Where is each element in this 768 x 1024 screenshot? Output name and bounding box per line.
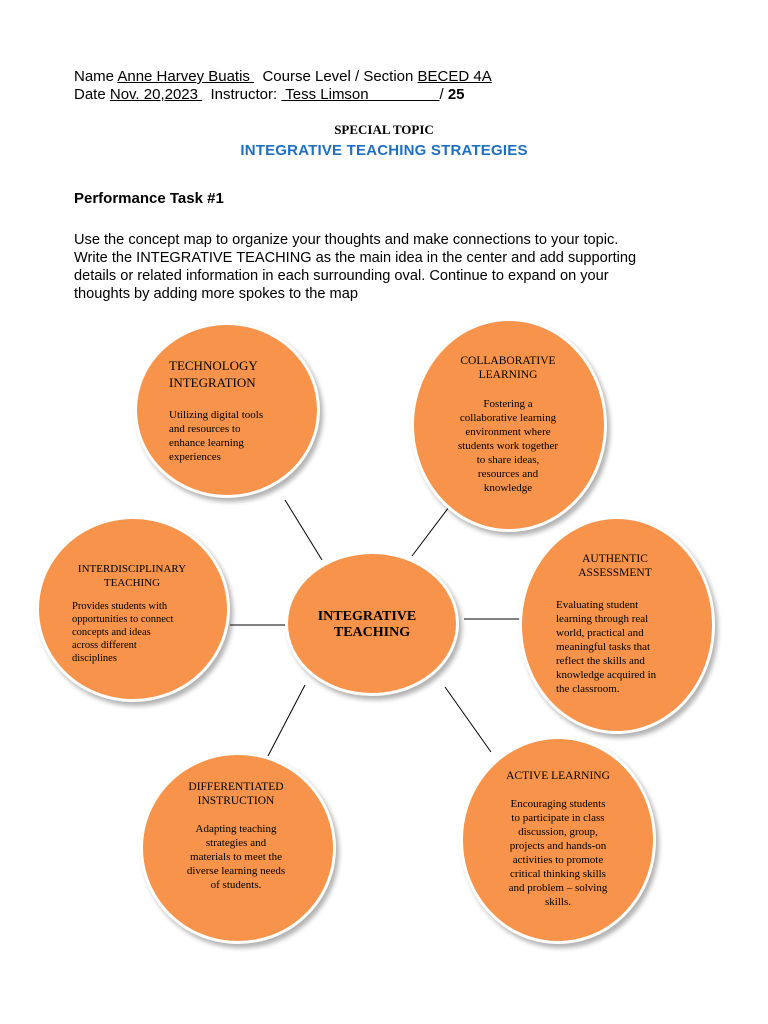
active-desc-line: critical thinking skills — [510, 868, 606, 880]
differentiated-desc-line: diverse learning needs — [186, 865, 286, 877]
technology-desc — [169, 408, 309, 464]
authentic-desc — [556, 598, 701, 696]
collaborative-desc-line: collaborative learning — [459, 412, 557, 424]
instruction-line: details or related information in each surrounding oval. Continue to expand on your — [74, 268, 609, 284]
technology-desc-line: experiences — [169, 451, 221, 463]
course-value: BECED 4A — [417, 68, 492, 85]
collaborative-desc-line: resources and — [477, 468, 539, 480]
score-separator: / — [439, 86, 444, 103]
authentic-desc-line: Evaluating student — [556, 599, 639, 611]
authentic-desc-line: knowledge acquired in — [556, 669, 657, 681]
task-title: Performance Task #1 — [74, 190, 224, 207]
instructor-label: Instructor: — [210, 86, 278, 103]
active-desc-line: and problem – solving — [508, 882, 608, 894]
collaborative-desc — [428, 397, 588, 495]
spoke-collaborative — [412, 503, 452, 556]
authentic-desc-line: world, practical and — [556, 627, 644, 639]
differentiated-desc-line: strategies and — [205, 837, 267, 849]
differentiated-title — [165, 780, 307, 808]
active-desc-line: skills. — [545, 896, 571, 908]
technology-desc-line: and resources to — [169, 423, 241, 435]
interdisciplinary-title-line: TEACHING — [103, 577, 161, 589]
center-title-line: INTEGRATIVE — [317, 609, 417, 624]
technology-desc-line: Utilizing digital tools — [169, 409, 264, 421]
date-value: Nov. 20,2023 — [109, 86, 203, 103]
collaborative-title — [428, 354, 588, 382]
authentic-desc-line: the classroom. — [556, 683, 620, 695]
differentiated-desc-line: of students. — [210, 879, 262, 891]
authentic-desc-line: meaningful tasks that — [556, 641, 651, 653]
technology-title-line: TECHNOLOGY — [169, 358, 258, 373]
spoke-active — [445, 687, 491, 752]
differentiated-desc — [165, 822, 307, 892]
differentiated-title-line: DIFFERENTIATED — [188, 781, 284, 793]
center-title — [306, 609, 438, 641]
authentic-title — [545, 552, 685, 580]
technology-title — [169, 357, 309, 391]
score-total: 25 — [447, 86, 465, 103]
interdisciplinary-desc — [72, 600, 212, 665]
active-desc — [480, 797, 636, 909]
authentic-title-line: AUTHENTIC — [582, 553, 648, 565]
differentiated-desc-line: Adapting teaching — [195, 823, 277, 835]
technology-desc-line: enhance learning — [169, 437, 244, 449]
interdisciplinary-desc-line: Provides students with — [72, 601, 168, 612]
instruction-line: thoughts by adding more spokes to the map — [74, 286, 358, 302]
instruction-line: Use the concept map to organize your thoughts and make connections to your topic. — [74, 232, 619, 248]
interdisciplinary-title-line: INTERDISCIPLINARY — [77, 563, 187, 575]
active-desc-line: Encouraging students — [510, 798, 606, 810]
page-title: INTEGRATIVE TEACHING STRATEGIES — [240, 142, 528, 159]
collaborative-desc-line: environment where — [465, 426, 551, 438]
active-desc-line: activities to promote — [512, 854, 604, 866]
active-title — [480, 769, 636, 783]
instructor-value: Tess Limson — [281, 86, 440, 103]
active-desc-line: discussion, group, — [518, 826, 598, 838]
course-label: Course Level / Section — [262, 68, 414, 85]
differentiated-title-line: INSTRUCTION — [197, 795, 275, 807]
active-desc-line: to participate in class — [511, 812, 605, 824]
technology-title-line: INTEGRATION — [169, 375, 256, 390]
special-topic: SPECIAL TOPIC — [334, 122, 434, 137]
date-label: Date — [74, 86, 106, 103]
spoke-technology — [285, 500, 322, 560]
differentiated-desc-line: materials to meet the — [190, 851, 282, 863]
authentic-title-line: ASSESSMENT — [578, 567, 652, 579]
name-label: Name — [74, 68, 115, 85]
collaborative-title-line: COLLABORATIVE — [460, 355, 556, 367]
collaborative-desc-line: students work together — [457, 440, 559, 452]
authentic-desc-line: learning through real — [556, 613, 649, 625]
collaborative-title-line: LEARNING — [478, 369, 538, 381]
interdisciplinary-title — [62, 562, 202, 590]
collaborative-desc-line: knowledge — [483, 482, 533, 494]
interdisciplinary-desc-line: disciplines — [72, 653, 117, 664]
center-title-line: TEACHING — [333, 625, 411, 640]
active-desc-line: projects and hands-on — [509, 840, 607, 852]
interdisciplinary-desc-line: concepts and ideas — [72, 627, 151, 638]
instruction-line: Write the INTEGRATIVE TEACHING as the main idea in the center and add supporting — [74, 250, 637, 266]
authentic-desc-line: reflect the skills and — [556, 655, 645, 667]
collaborative-desc-line: Fostering a — [483, 398, 533, 410]
name-value: Anne Harvey Buatis — [117, 68, 255, 85]
spoke-differentiated — [268, 685, 305, 756]
active-title-line: ACTIVE LEARNING — [506, 770, 610, 782]
interdisciplinary-desc-line: across different — [72, 640, 137, 651]
collaborative-desc-line: to share ideas, — [476, 454, 540, 466]
interdisciplinary-desc-line: opportunities to connect — [72, 614, 174, 625]
